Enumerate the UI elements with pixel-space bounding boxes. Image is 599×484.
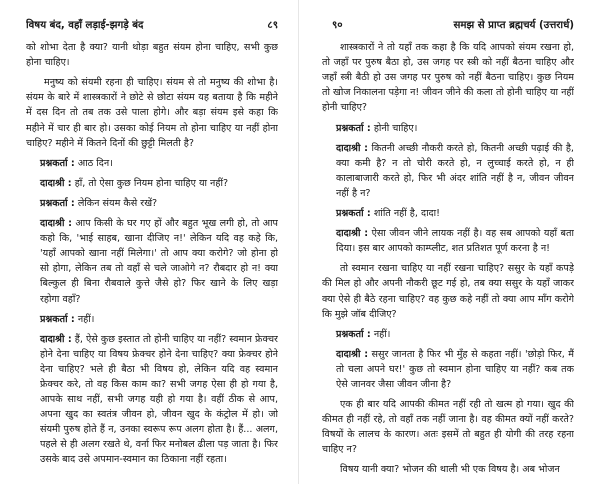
speaker-label: प्रश्नकर्ता : [40,313,75,325]
paragraph-text: लेकिन संयम कैसे रखें? [77,197,158,209]
dialogue-paragraph [26,216,278,307]
paragraph [322,261,574,321]
speaker-label: प्रश्नकर्ता : [336,208,371,220]
left-page-header [26,18,278,33]
dialogue-paragraph [322,121,574,136]
dialogue-paragraph [26,196,278,211]
paragraph-text: एक ही बार यदि आपकी कीमत नहीं रही तो खत्म हो गया। खुद की कीमत ही नहीं रहे, तो वहाँ तक नहीं जाना है। वह कीमत क्यों नहीं करते? विषयों के लालच के कारण। अतः इसमें तो बहुत ही योगी की तरह रहना चाहिए न? [322,399,574,456]
paragraph-text: मनुष्य को संयमी रहना ही चाहिए। संयम से तो मनुष्य की शोभा है। संयम के बारे में शास्त्रकारों ने छोटे से छोटा संयम यह बताया है कि महीने में दस दिन तो तब तक उसे पाला होगे। और बड़ा संयम इसे कहा कि महीने में चार ही बार हो। उसका कोई नियम तो होना चाहिए या नहीं होना चाहिए? महीने में कितने दिनों की छुट्टी मिलती है? [26,77,278,149]
page-number: ८९ [267,20,278,31]
speaker-label: प्रश्नकर्ता : [336,122,371,134]
running-head: समझ से प्राप्त ब्रह्मचर्य (उत्तरार्ध) [453,20,574,31]
paragraph-text: ससुर जानता है फिर भी मुँह से कहता नहीं। 'छोड़ो फिर, मैं तो चला अपने घर!' कुछ तो स्वमान होना चाहिए या नहीं? कब तक ऐसे जानवर जैसा जीवन जीना है? [336,348,574,390]
paragraph-text: तो स्वमान रखना चाहिए या नहीं रखना चाहिए? ससुर के यहाँ कपड़े की मिल हो और अपनी नौकरी छूट गई हो, तब क्या ससुर के यहाँ जाकर क्या ऐसे ही बैठे रहना चाहिए? वह कुछ कहे नहीं तो क्या आप माँग करोगे कि मुझे जॉब दीजिए? [322,263,574,320]
speaker-label: दादाश्री : [336,228,369,240]
page-gutter [298,0,299,484]
paragraph [26,40,278,70]
right-page-body [322,40,574,477]
right-page-header [322,18,574,33]
dialogue-paragraph [322,347,574,392]
speaker-label: प्रश्नकर्ता : [40,157,75,169]
speaker-label: दादाश्री : [40,218,72,230]
paragraph-text: हैं, ऐसे कुछ इस्तात तो होनी चाहिए या नहीं? स्वमान फ्रेक्चर होने देना चाहिए या विषय फ्रेक्चर होने देना चाहिए? क्या फ्रेक्चर होने देना चाहिए? भले ही बैठा भी विषय हो, लेकिन यदि वह स्वमान फ्रेक्चर करे, तो वह किस काम का? सभी जगह ऐसा ही हो गया है, आपके साथ नहीं, सभी जगह यही हो गया है। वहीं ठीक से आप, अपना खुद का स्वतंत्र जीवन हो, जीवन खुद के कंट्रोल में हो। जो संयमी पुरुष होते हैं न, उनका स्वरूप रूप अलग होता है। हैं... अलग, पहले से ही अलग रखते थे, वर्ना फिर मनोबल ढीला पड़ जाता है। फिर उसके बाद उसे अपमान-स्वमान का ठिकाना नहीं रहता। [40,333,278,466]
paragraph [322,397,574,457]
dialogue-paragraph [322,226,574,256]
page-number: ९० [332,20,343,31]
left-page-body [26,40,278,467]
paragraph-text: ऐसा जीवन जीने लायक नहीं है। वह सब आपको यहाँ बता दिया। इस बार आपको काम्प्लीट, शत प्रतिशत पूर्ण करना है न! [336,228,574,255]
speaker-label: दादाश्री : [40,177,72,189]
speaker-label: दादाश्री : [40,333,72,345]
paragraph-text: विषय यानी क्या? भोजन की थाली भी एक विषय है। अब भोजन [340,464,560,476]
running-head: विषय बंद, वहाँ लड़ाई-झगड़े बंद [26,20,144,31]
paragraph-text: होनी चाहिए। [373,122,418,134]
paragraph-text: कितनी अच्छी नौकरी करते हो, कितनी अच्छी पढ़ाई की है, क्या कमी है? न तो चोरी करते हो, न लुच्चाई करते हो, न ही कालाबाजारी करते हो, फिर भी अंदर शांति नहीं है न, जीवन जीवन नहीं है न? [336,142,574,199]
paragraph-text: आठ दिन। [77,157,113,169]
dialogue-paragraph [322,206,574,221]
paragraph-text: हाँ, तो ऐसा कुछ नियम होना चाहिए या नहीं? [74,177,229,189]
paragraph-text: शांति नहीं है, दादा! [373,208,440,220]
paragraph-text: नहीं। [373,328,391,340]
paragraph [322,462,574,477]
dialogue-paragraph [26,176,278,191]
dialogue-paragraph [322,141,574,201]
dialogue-paragraph [26,312,278,327]
paragraph-text: शास्त्रकारों ने तो यहाँ तक कहा है कि यदि आपको संयम रखना हो, तो जहाँ पर पुरुष बैठा हो, उस जगह पर स्त्री को नहीं बैठना चाहिए और जहाँ स्त्री बैठी हो उस जगह पर पुरुष को नहीं बैठना चाहिए। कुछ नियम तो खोज निकालना पड़ेगा न! जीवन जीने की कला तो होनी चाहिए या नहीं होनी चाहिए? [322,42,574,114]
paragraph [26,75,278,150]
paragraph-text: नहीं। [77,313,95,325]
dialogue-paragraph [26,332,278,468]
left-page [26,0,278,484]
right-page [322,0,574,484]
speaker-label: दादाश्री : [336,348,369,360]
dialogue-paragraph [26,156,278,171]
speaker-label: प्रश्नकर्ता : [336,328,371,340]
dialogue-paragraph [322,327,574,342]
paragraph-text: आप किसी के घर गए हों और बहुत भूख लगी हो, तो आप कहो कि, 'भाई साहब, खाना दीजिए न!' लेकिन यदि वह कहे कि, 'यहाँ आपको खाना नहीं मिलेगा।' तो आप क्या करोगे? जो होना हो सो होगा, लेकिन तब तो वहाँ से चले जाओगे न? रौबदार हो न! क्या बिल्कुल ही बिना रौबवाले कुत्ते जैसे हो? फिर खाने के लिए खड़ा रहोगा वहाँ? [40,218,278,305]
speaker-label: दादाश्री : [336,142,369,154]
speaker-label: प्रश्नकर्ता : [40,197,75,209]
paragraph [322,40,574,115]
paragraph-text: को शोभा देता है क्या? यानी थोड़ा बहुत संयम होना चाहिए, सभी कुछ होना चाहिए। [26,42,278,69]
